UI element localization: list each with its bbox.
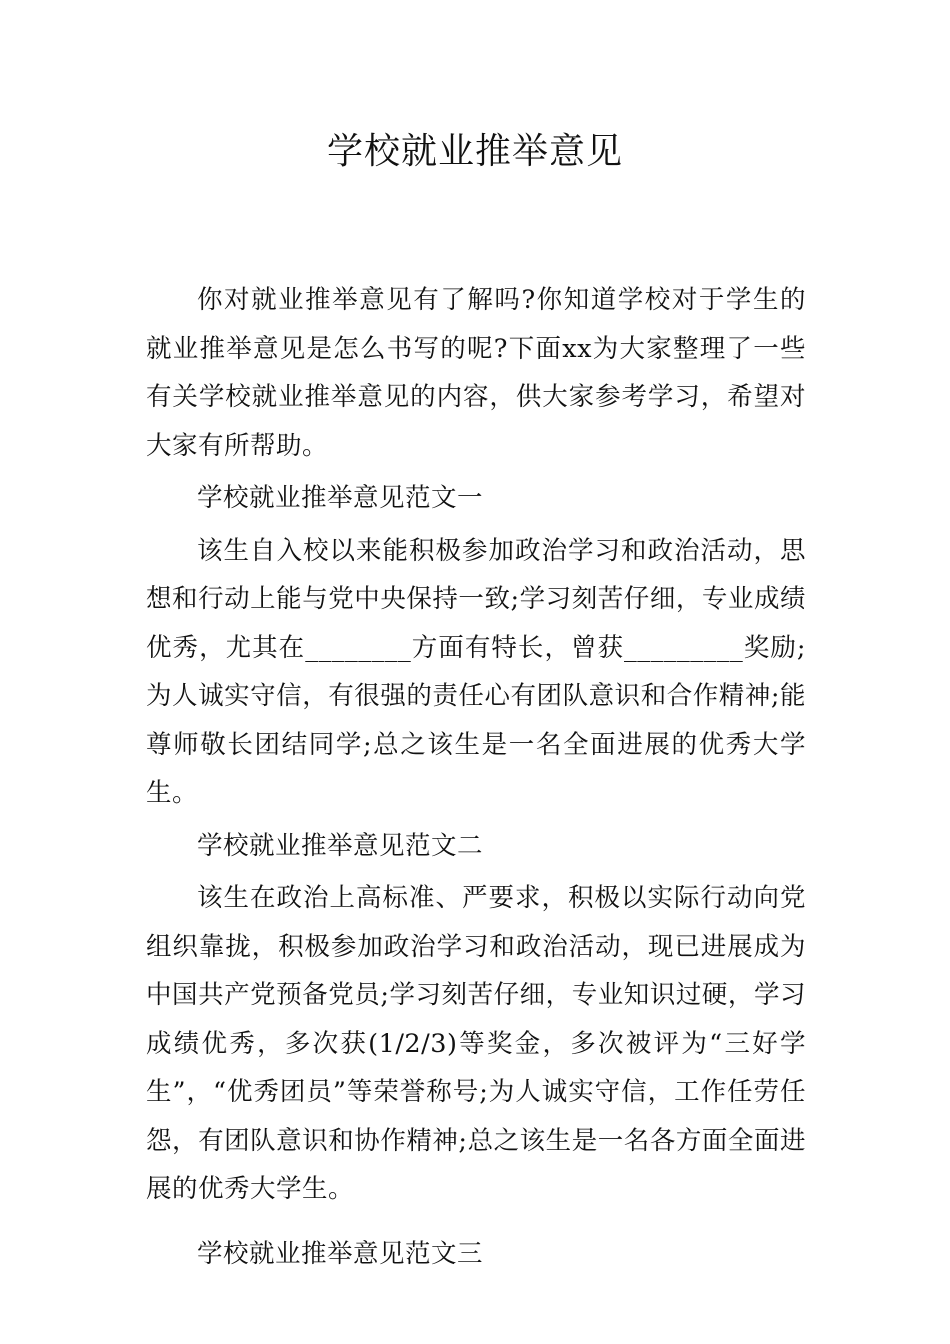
section-heading-1: 学校就业推举意见范文一 <box>197 483 484 513</box>
document-title: 学校就业推举意见 <box>326 131 623 172</box>
section-heading-3: 学校就业推举意见范文三 <box>197 1238 484 1269</box>
section-paragraph-2: 该生在政治上高标准、严要求，积极以实际行动向党组织靠拢，积极参加政治学习和政治活动，现已进展成为中国共产党预备党员;学习刻苦仔细，专业知识过硬，学习成绩优秀，多次获(1/2/3)等奖金，多次被评为“三好学生”，“优秀团员”等荣誉称号;为人诚实守信，工作任劳任怨，有团队意识和协作精神;总之该生是一名各方面全面进展的优秀大学生。 <box>146 883 806 1204</box>
document-body <box>146 276 806 1278</box>
intro-paragraph: 你对就业推举意见有了解吗?你知道学校对于学生的就业推举意见是怎么书写的呢?下面xx为大家整理了一些有关学校就业推举意见的内容，供大家参考学习，希望对大家有所帮助。 <box>146 285 806 461</box>
section-heading-2: 学校就业推举意见范文二 <box>197 830 484 861</box>
section-paragraph-1: 该生自入校以来能积极参加政治学习和政治活动，思想和行动上能与党中央保持一致;学习刻苦仔细，专业成绩优秀，尤其在________方面有特长，曾获_________奖励;为人诚实守信，有很强的责任心有团队意识和合作精神;能尊师敬长团结同学;总之该生是一名全面进展的优秀大学生。 <box>146 535 806 808</box>
